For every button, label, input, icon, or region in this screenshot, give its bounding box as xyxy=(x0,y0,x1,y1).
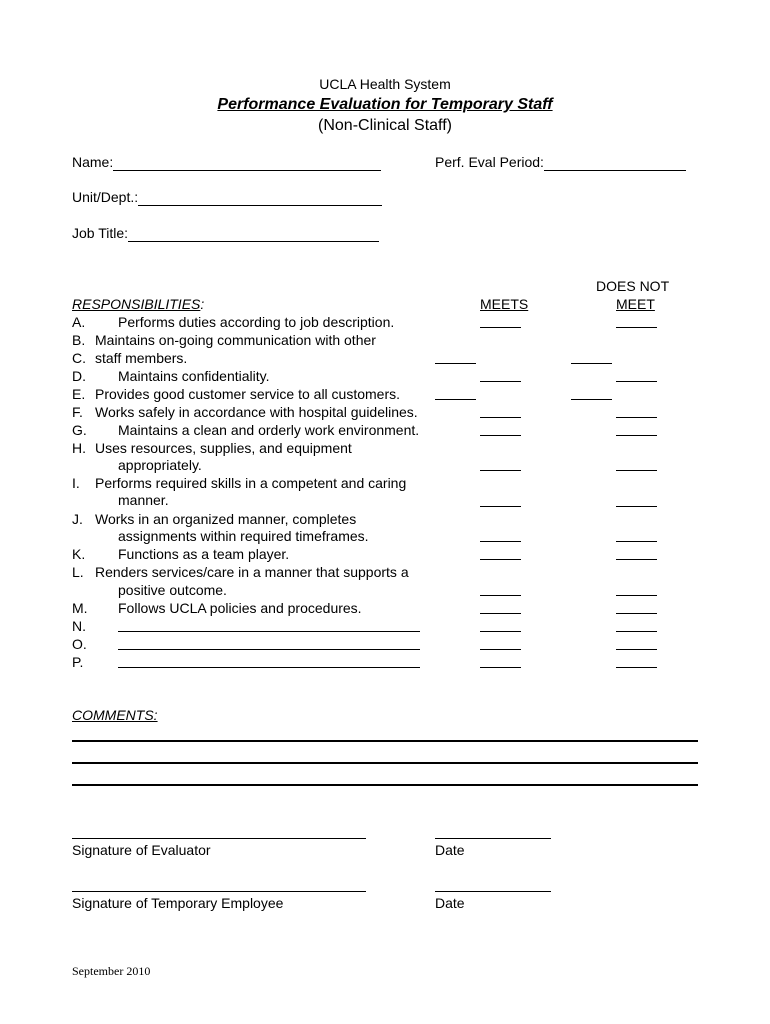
does-not-meet-blank[interactable] xyxy=(616,381,657,382)
meets-blank[interactable] xyxy=(480,506,521,507)
perf-eval-period-input-line[interactable] xyxy=(544,156,686,171)
evaluator-signature-line[interactable] xyxy=(72,838,366,839)
perf-eval-period-field[interactable] xyxy=(435,154,686,171)
item-text-continued: appropriately. xyxy=(118,457,202,473)
item-letter: L. xyxy=(72,564,84,580)
meets-blank[interactable] xyxy=(480,613,521,614)
meets-blank[interactable] xyxy=(480,559,521,560)
comment-line[interactable] xyxy=(72,762,698,764)
item-text: Performs required skills in a competent and caring xyxy=(95,475,407,491)
meets-blank[interactable] xyxy=(480,631,521,632)
job-title-field[interactable] xyxy=(72,225,379,242)
custom-item-line-n[interactable] xyxy=(118,631,420,632)
meets-blank[interactable] xyxy=(435,363,476,364)
meets-blank[interactable] xyxy=(480,435,521,436)
evaluator-signature-label: Signature of Evaluator xyxy=(72,842,211,858)
organization-name: UCLA Health System xyxy=(319,76,451,92)
item-text: Renders services/care in a manner that supports a xyxy=(95,564,409,580)
name-input-line[interactable] xyxy=(113,156,381,171)
item-text: Follows UCLA policies and procedures. xyxy=(118,600,362,616)
meets-blank[interactable] xyxy=(480,327,521,328)
item-text: Provides good customer service to all customers. xyxy=(95,386,401,402)
item-text-continued: positive outcome. xyxy=(118,582,227,598)
employee-date-line[interactable] xyxy=(435,891,551,892)
meets-blank[interactable] xyxy=(480,595,521,596)
unit-dept-input-line[interactable] xyxy=(138,191,382,206)
item-text-continued: manner. xyxy=(118,492,169,508)
meets-blank[interactable] xyxy=(480,381,521,382)
item-letter: C. xyxy=(72,350,86,366)
item-letter: J. xyxy=(72,511,83,527)
comments-heading: COMMENTS: xyxy=(72,707,158,723)
item-text-continued: assignments within required timeframes. xyxy=(118,528,369,544)
footer-date: September 2010 xyxy=(72,964,151,978)
item-letter: N. xyxy=(72,618,86,634)
comment-line[interactable] xyxy=(72,784,698,786)
item-letter: F. xyxy=(72,404,83,420)
item-letter: G. xyxy=(72,422,87,438)
item-letter: D. xyxy=(72,368,86,384)
employee-signature-line[interactable] xyxy=(72,891,366,892)
meets-blank[interactable] xyxy=(435,399,476,400)
item-text: Works safely in accordance with hospital guidelines. xyxy=(95,404,418,420)
item-text: Uses resources, supplies, and equipment xyxy=(95,440,352,456)
item-letter: H. xyxy=(72,440,86,456)
responsibilities-heading: RESPONSIBILITIES: xyxy=(72,296,205,312)
employee-date-label: Date xyxy=(435,895,465,911)
does-not-meet-blank[interactable] xyxy=(616,595,657,596)
does-not-header-line1: DOES NOT xyxy=(596,278,670,294)
does-not-meet-blank[interactable] xyxy=(616,327,657,328)
does-not-meet-blank[interactable] xyxy=(616,613,657,614)
job-title-label: Job Title: xyxy=(72,225,129,241)
meets-blank[interactable] xyxy=(480,667,521,668)
custom-item-line-p[interactable] xyxy=(118,667,420,668)
does-not-meet-blank[interactable] xyxy=(616,649,657,650)
does-not-meet-blank[interactable] xyxy=(616,470,657,471)
employee-signature-label: Signature of Temporary Employee xyxy=(72,895,284,911)
item-text: Performs duties according to job description. xyxy=(118,314,395,330)
meets-blank[interactable] xyxy=(480,470,521,471)
item-letter: I. xyxy=(72,475,80,491)
item-letter: K. xyxy=(72,546,86,562)
does-not-meet-blank[interactable] xyxy=(616,417,657,418)
item-letter: O. xyxy=(72,636,87,652)
does-not-meet-header: MEET xyxy=(616,296,655,312)
item-text: Works in an organized manner, completes xyxy=(95,511,357,527)
unit-dept-field[interactable] xyxy=(72,189,382,206)
item-text: Maintains on-going communication with other xyxy=(95,332,376,348)
does-not-meet-blank[interactable] xyxy=(571,363,612,364)
item-text: staff members. xyxy=(95,350,188,366)
evaluator-date-label: Date xyxy=(435,842,465,858)
item-text: Maintains confidentiality. xyxy=(118,368,270,384)
does-not-meet-blank[interactable] xyxy=(616,631,657,632)
custom-item-line-o[interactable] xyxy=(118,649,420,650)
item-letter: A. xyxy=(72,314,86,330)
form-title: Performance Evaluation for Temporary Staff xyxy=(217,96,553,113)
meets-blank[interactable] xyxy=(480,541,521,542)
meets-blank[interactable] xyxy=(480,417,521,418)
item-letter: B. xyxy=(72,332,86,348)
does-not-meet-blank[interactable] xyxy=(616,506,657,507)
unit-dept-label: Unit/Dept.: xyxy=(72,189,139,205)
does-not-meet-blank[interactable] xyxy=(616,667,657,668)
does-not-meet-blank[interactable] xyxy=(616,559,657,560)
does-not-meet-blank[interactable] xyxy=(616,541,657,542)
item-text: Functions as a team player. xyxy=(118,546,290,562)
item-letter: P. xyxy=(72,654,84,670)
does-not-meet-blank[interactable] xyxy=(616,435,657,436)
item-text: Maintains a clean and orderly work environment. xyxy=(118,422,420,438)
meets-blank[interactable] xyxy=(480,649,521,650)
evaluator-date-line[interactable] xyxy=(435,838,551,839)
job-title-input-line[interactable] xyxy=(128,227,379,242)
item-letter: M. xyxy=(72,600,88,616)
perf-eval-period-label: Perf. Eval Period: xyxy=(435,154,544,170)
item-letter: E. xyxy=(72,386,86,402)
form-subtitle: (Non-Clinical Staff) xyxy=(318,117,452,134)
name-field[interactable] xyxy=(72,154,381,171)
meets-header: MEETS xyxy=(480,296,529,312)
comment-line[interactable] xyxy=(72,740,698,742)
name-label: Name: xyxy=(72,154,114,170)
does-not-meet-blank[interactable] xyxy=(571,399,612,400)
